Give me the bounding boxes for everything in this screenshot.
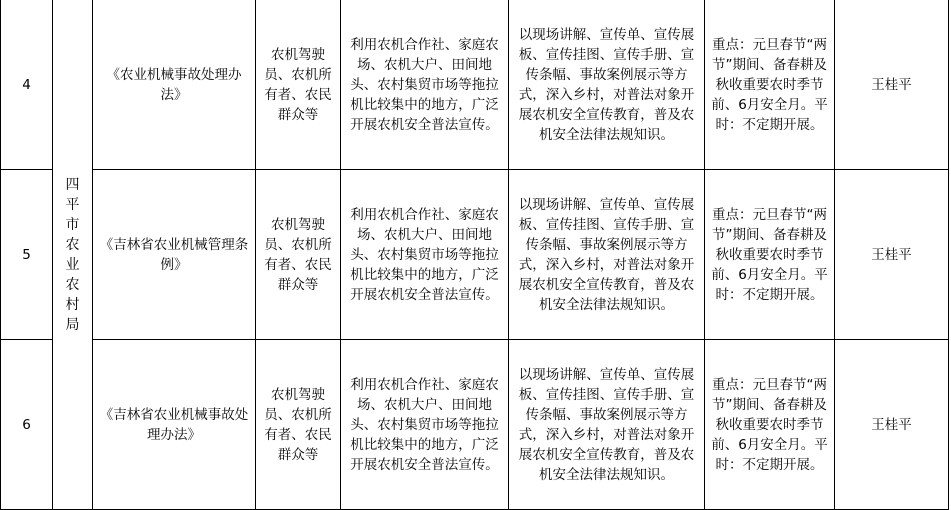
target-audience: 农机驾驶员、农机所有者、农民群众等	[256, 0, 341, 170]
publicity-method: 以现场讲解、宣传单、宣传展板、宣传挂图、宣传手册、宣传条幅、事故案例展示等方式，深入乡村，对普法对象开展农机安全宣传教育，普及农机安全法律法规知识。	[509, 0, 705, 170]
target-audience: 农机驾驶员、农机所有者、农民群众等	[256, 340, 341, 510]
publicity-venue: 利用农机合作社、家庭农场、农机大户、田间地头、农村集贸市场等拖拉机比较集中的地方，广泛开展农机安全普法宣传。	[341, 340, 509, 510]
law-title: 《吉林省农业机械管理条例》	[93, 170, 256, 340]
department-cell	[53, 0, 93, 510]
publicity-venue: 利用农机合作社、家庭农场、农机大户、田间地头、农村集贸市场等拖拉机比较集中的地方，广泛开展农机安全普法宣传。	[341, 0, 509, 170]
responsible-person: 王桂平	[835, 0, 949, 170]
publicity-method: 以现场讲解、宣传单、宣传展板、宣传挂图、宣传手册、宣传条幅、事故案例展示等方式，深入乡村，对普法对象开展农机安全宣传教育，普及农机安全法律法规知识。	[509, 170, 705, 340]
publicity-time: 重点：元旦春节“两节”期间、备春耕及秋收重要农时季节前、6月安全月。平时：不定期开展。	[705, 170, 835, 340]
responsible-person: 王桂平	[835, 170, 949, 340]
table-row	[1, 0, 949, 170]
publicity-venue: 利用农机合作社、家庭农场、农机大户、田间地头、农村集贸市场等拖拉机比较集中的地方，广泛开展农机安全普法宣传。	[341, 170, 509, 340]
department-name: 四平市农业农村局	[65, 176, 80, 333]
publicity-time: 重点：元旦春节“两节”期间、备春耕及秋收重要农时季节前、6月安全月。平时：不定期开展。	[705, 0, 835, 170]
law-title: 《农业机械事故处理办法》	[93, 0, 256, 170]
row-number: 4	[1, 0, 53, 170]
row-number: 5	[1, 170, 53, 340]
publicity-method: 以现场讲解、宣传单、宣传展板、宣传挂图、宣传手册、宣传条幅、事故案例展示等方式，深入乡村，对普法对象开展农机安全宣传教育，普及农机安全法律法规知识。	[509, 340, 705, 510]
responsible-person: 王桂平	[835, 340, 949, 510]
table-row	[1, 340, 949, 510]
law-title: 《吉林省农业机械事故处理办法》	[93, 340, 256, 510]
table-row	[1, 170, 949, 340]
publicity-time: 重点：元旦春节“两节”期间、备春耕及秋收重要农时季节前、6月安全月。平时：不定期开展。	[705, 340, 835, 510]
target-audience: 农机驾驶员、农机所有者、农民群众等	[256, 170, 341, 340]
row-number: 6	[1, 340, 53, 510]
